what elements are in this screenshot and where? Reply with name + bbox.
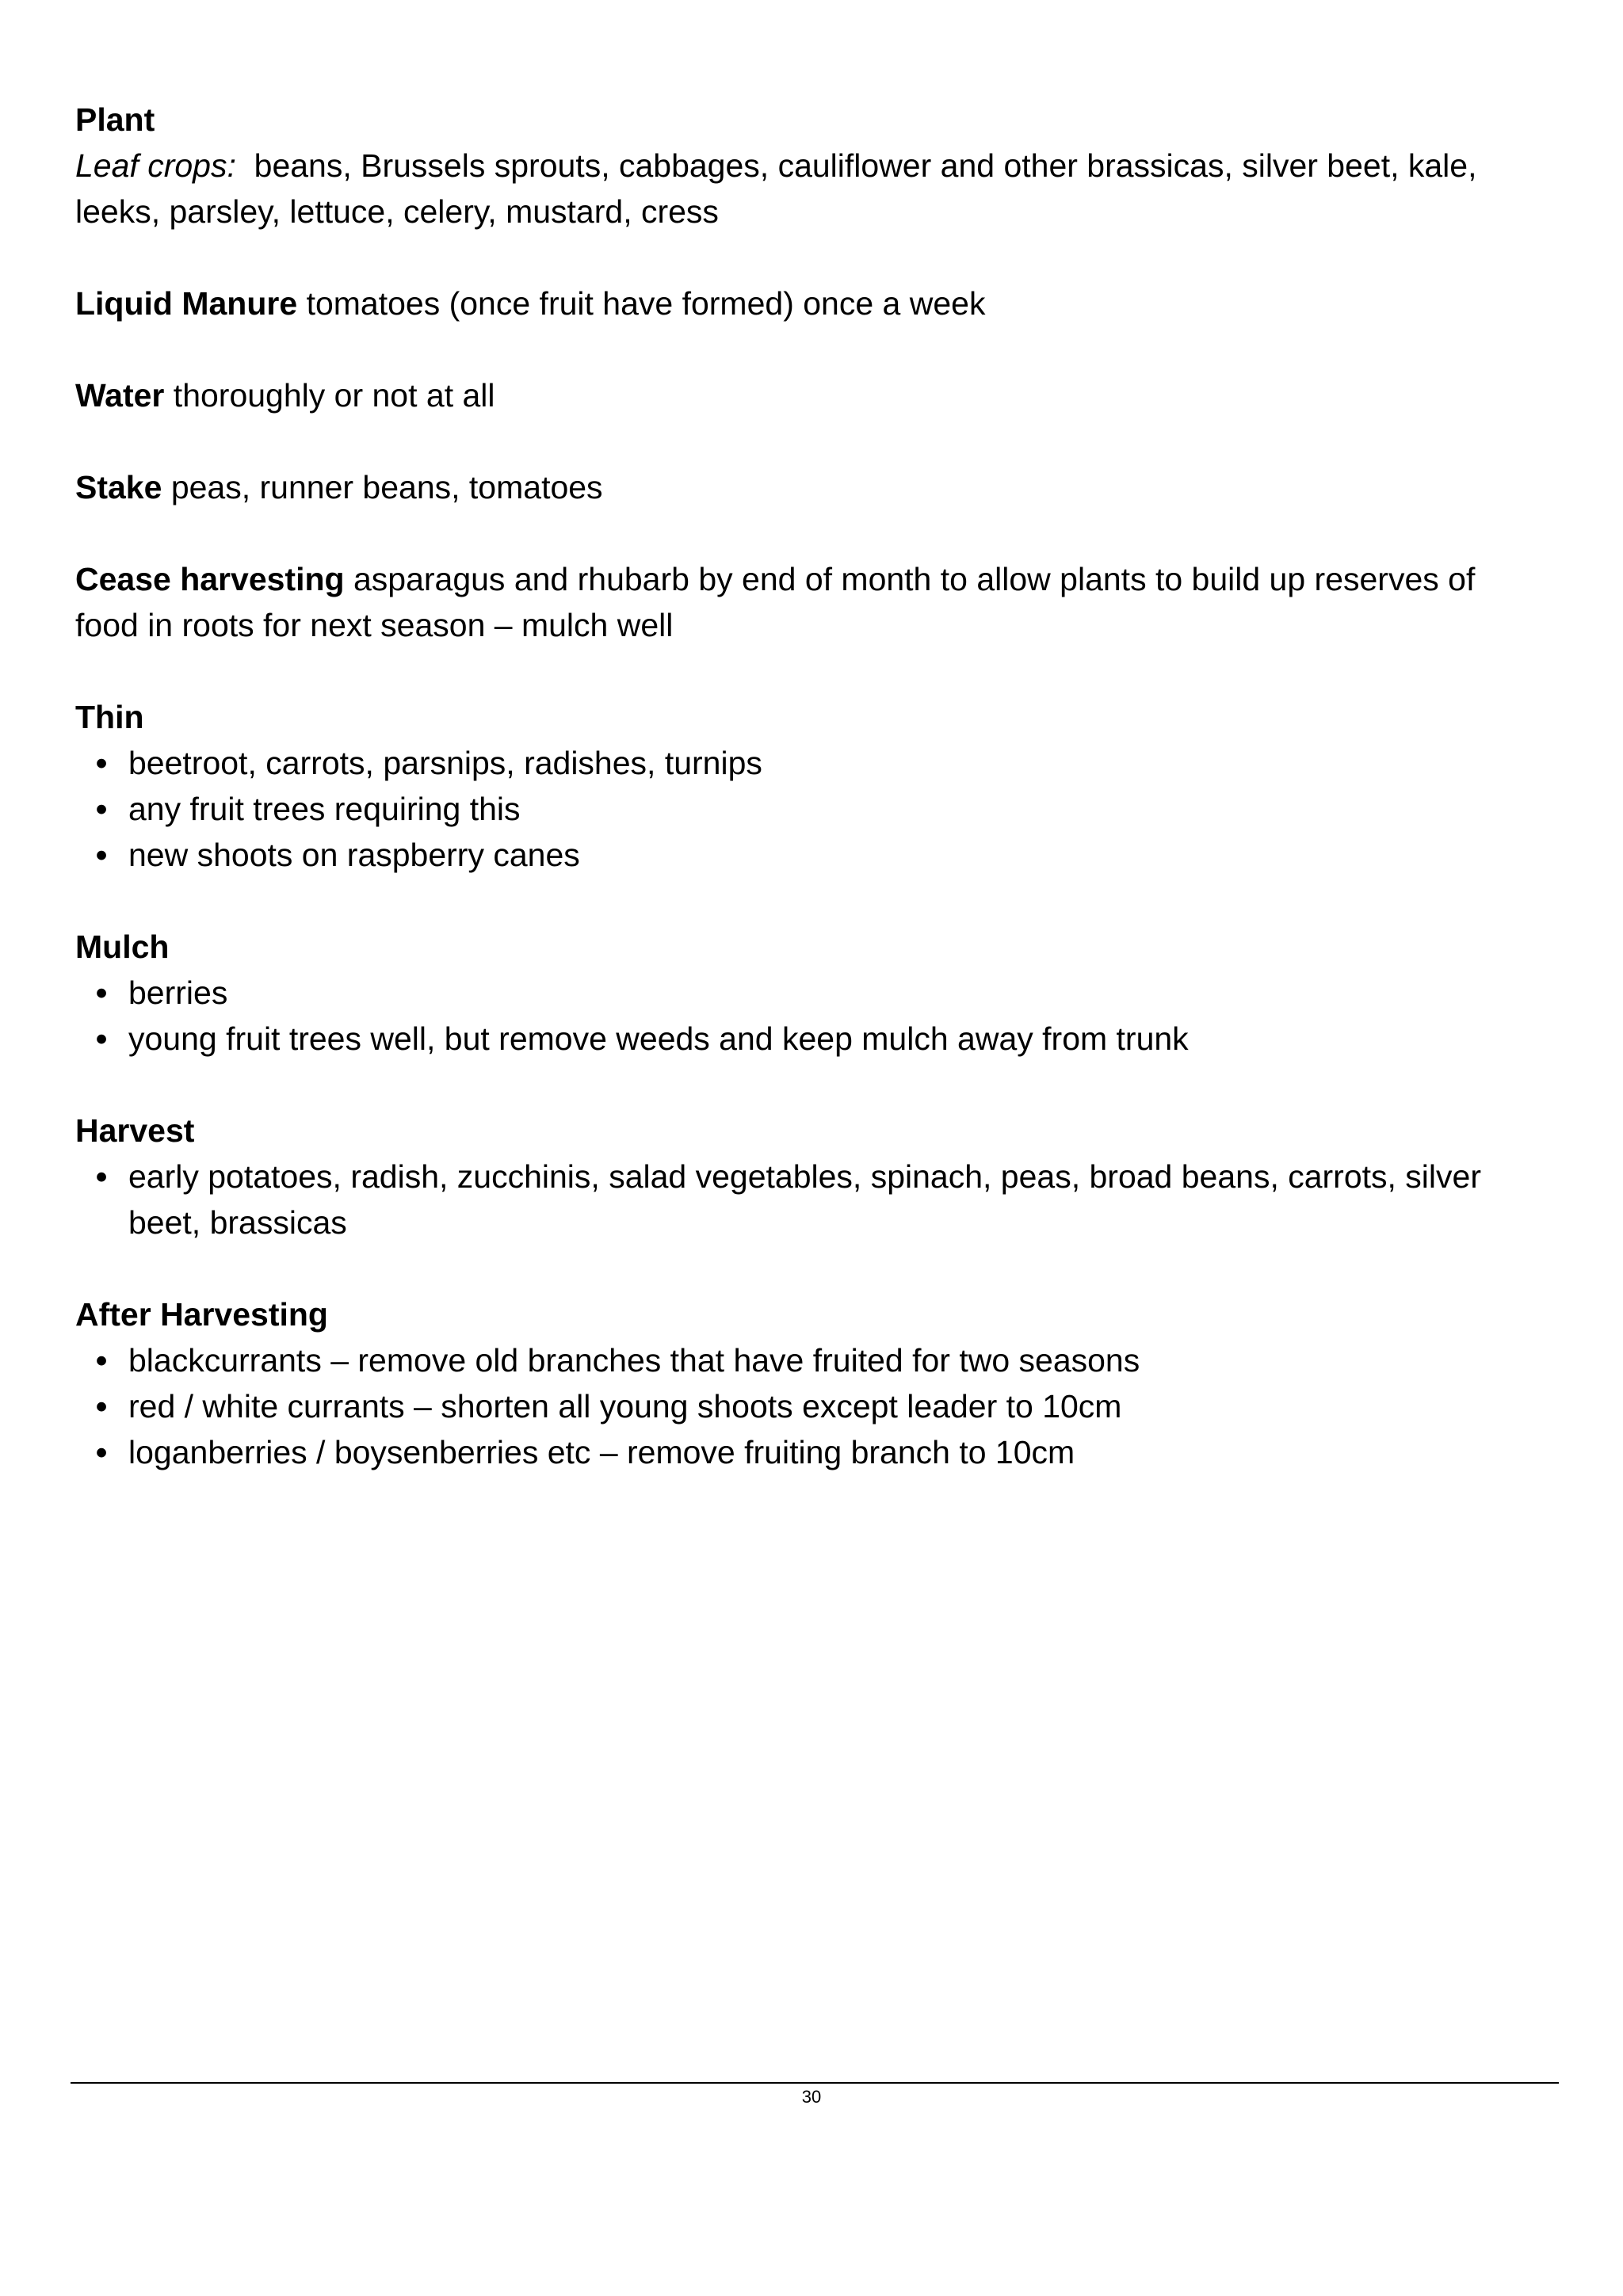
list-item bbox=[75, 1383, 1565, 1429]
section-heading-water: Water bbox=[75, 377, 165, 414]
section-heading-stake: Stake bbox=[75, 469, 162, 505]
list-item-text: beetroot, carrots, parsnips, radishes, turnips bbox=[128, 745, 762, 781]
bullet-icon: • bbox=[95, 1388, 108, 1425]
stake-text: peas, runner beans, tomatoes bbox=[170, 469, 603, 505]
list-item bbox=[75, 1429, 1565, 1475]
list-item-text: new shoots on raspberry canes bbox=[128, 837, 580, 873]
section-cease-harvesting bbox=[75, 556, 1565, 648]
page-content bbox=[75, 97, 1565, 1521]
section-after-harvesting bbox=[75, 1291, 1565, 1475]
liquid-manure-line bbox=[75, 280, 1565, 326]
mulch-list bbox=[75, 970, 1565, 1062]
list-item-text: loganberries / boysenberries etc – remove fruiting branch to 10cm bbox=[128, 1434, 1075, 1470]
section-heading-liquid-manure: Liquid Manure bbox=[75, 285, 298, 322]
thin-list bbox=[75, 740, 1565, 878]
list-item-text: red / white currants – shorten all young shoots except leader to 10cm bbox=[128, 1388, 1122, 1425]
list-item bbox=[75, 740, 1565, 786]
plant-text-line bbox=[75, 143, 1565, 189]
cease-harvesting-line-1 bbox=[75, 556, 1565, 602]
section-plant bbox=[75, 97, 1565, 235]
list-item bbox=[75, 1016, 1565, 1062]
section-liquid-manure bbox=[75, 280, 1565, 326]
list-item bbox=[75, 1337, 1565, 1383]
section-heading-mulch: Mulch bbox=[75, 929, 170, 965]
harvest-list bbox=[75, 1154, 1565, 1245]
footer-divider bbox=[71, 2082, 1559, 2084]
section-harvest bbox=[75, 1108, 1565, 1245]
section-stake bbox=[75, 464, 1565, 510]
bullet-icon: • bbox=[95, 1158, 108, 1195]
list-item-text-line-1: early potatoes, radish, zucchinis, salad vegetables, spinach, peas, broad beans, carrots, silver bbox=[128, 1158, 1481, 1195]
list-item-text: any fruit trees requiring this bbox=[128, 791, 521, 827]
plant-leaf-crops-text-2: leeks, parsley, lettuce, celery, mustard, cress bbox=[75, 193, 719, 230]
section-mulch bbox=[75, 924, 1565, 1062]
list-item-text: young fruit trees well, but remove weeds and keep mulch away from trunk bbox=[128, 1020, 1189, 1057]
cease-harvesting-text-1: asparagus and rhubarb by end of month to allow plants to build up reserves of bbox=[353, 561, 1476, 597]
list-item bbox=[75, 1154, 1565, 1245]
section-water bbox=[75, 372, 1565, 418]
bullet-icon: • bbox=[95, 974, 108, 1011]
plant-leaf-crops-text-1: beans, Brussels sprouts, cabbages, cauliflower and other brassicas, silver beet, kale, bbox=[254, 147, 1477, 184]
water-text: thoroughly or not at all bbox=[173, 377, 495, 414]
stake-line bbox=[75, 464, 1565, 510]
section-thin bbox=[75, 694, 1565, 878]
list-item-text: berries bbox=[128, 974, 228, 1011]
list-item bbox=[75, 832, 1565, 878]
section-heading-after-harvesting: After Harvesting bbox=[75, 1296, 328, 1333]
list-item bbox=[75, 786, 1565, 832]
bullet-icon: • bbox=[95, 1020, 108, 1057]
after-harvesting-list bbox=[75, 1337, 1565, 1475]
plant-leaf-crops-label: Leaf crops: bbox=[75, 147, 236, 184]
water-line bbox=[75, 372, 1565, 418]
section-heading-plant: Plant bbox=[75, 101, 155, 138]
bullet-icon: • bbox=[95, 1434, 108, 1470]
list-item-text: blackcurrants – remove old branches that have fruited for two seasons bbox=[128, 1342, 1140, 1379]
list-item bbox=[75, 970, 1565, 1016]
bullet-icon: • bbox=[95, 837, 108, 873]
page-number: 30 bbox=[801, 2087, 822, 2107]
section-heading-thin: Thin bbox=[75, 699, 144, 735]
cease-harvesting-text-2: food in roots for next season – mulch well bbox=[75, 607, 674, 643]
section-heading-cease-harvesting: Cease harvesting bbox=[75, 561, 345, 597]
section-heading-harvest: Harvest bbox=[75, 1112, 195, 1149]
liquid-manure-text: tomatoes (once fruit have formed) once a week bbox=[306, 285, 986, 322]
bullet-icon: • bbox=[95, 745, 108, 781]
bullet-icon: • bbox=[95, 1342, 108, 1379]
list-item-text-line-2: beet, brassicas bbox=[128, 1204, 347, 1241]
bullet-icon: • bbox=[95, 791, 108, 827]
